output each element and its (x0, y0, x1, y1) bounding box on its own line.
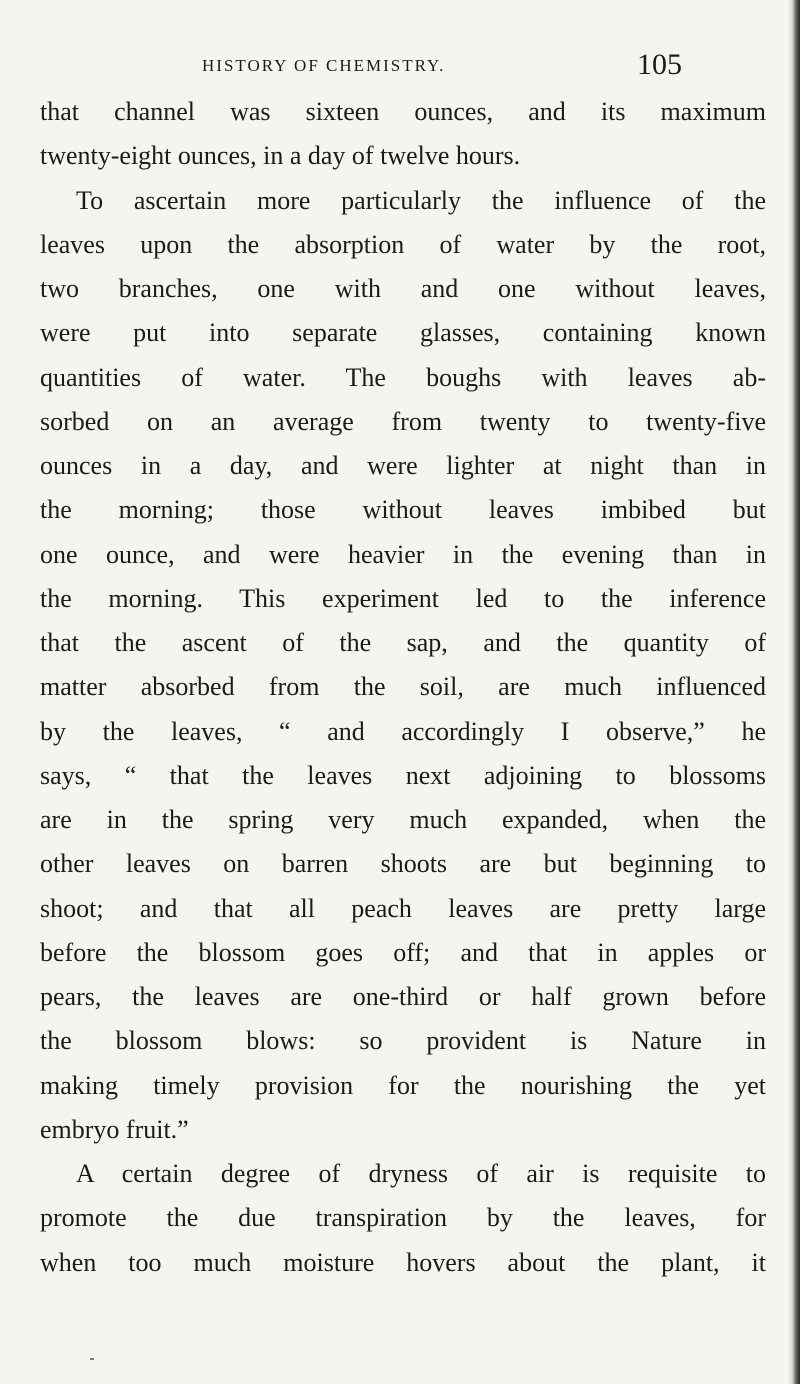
text-line: one ounce, and were heavier in the evening than in (40, 539, 766, 569)
text-line: other leaves on barren shoots are but beginning to (40, 849, 766, 879)
ink-speck (90, 1358, 94, 1360)
text-line: leaves upon the absorption of water by the root, (40, 229, 766, 259)
text-line: promote the due transpiration by the leaves, for (40, 1203, 766, 1233)
binding-edge (788, 0, 800, 1384)
text-line: the morning. This experiment led to the inference (40, 583, 766, 613)
running-title: HISTORY OF CHEMISTRY. (202, 56, 446, 75)
text-line: when too much moisture hovers about the plant, it (40, 1247, 766, 1277)
text-line: ounces in a day, and were lighter at night than in (40, 451, 766, 480)
running-head (0, 48, 800, 84)
text-line: sorbed on an average from twenty to twenty-five (40, 406, 766, 436)
text-line: quantities of water. The boughs with leaves ab- (40, 362, 766, 392)
text-line: by the leaves, “ and accordingly I observe,” he (40, 716, 766, 746)
text-line: matter absorbed from the soil, are much influenced (40, 672, 766, 702)
text-line: before the blossom goes off; and that in apples or (40, 937, 766, 967)
text-line: the morning; those without leaves imbibed but (40, 495, 766, 525)
text-line: says, “ that the leaves next adjoining to blossoms (40, 760, 766, 790)
body-text (40, 90, 766, 1285)
text-line: that the ascent of the sap, and the quantity of (40, 628, 766, 657)
text-line: pears, the leaves are one-third or half grown before (40, 982, 766, 1011)
text-line: were put into separate glasses, containing known (40, 318, 766, 348)
text-line: To ascertain more particularly the influence of the (76, 185, 766, 215)
text-line: making timely provision for the nourishing the yet (40, 1070, 766, 1100)
text-line: the blossom blows: so provident is Nature in (40, 1026, 766, 1056)
text-line: A certain degree of dryness of air is requisite to (76, 1159, 766, 1188)
text-line: twenty-eight ounces, in a day of twelve hours. (40, 141, 521, 171)
text-line: shoot; and that all peach leaves are pretty large (40, 893, 766, 923)
text-line: two branches, one with and one without leaves, (40, 274, 766, 303)
text-line: that channel was sixteen ounces, and its maximum (40, 97, 766, 126)
page-number: 105 (637, 48, 682, 81)
text-line: are in the spring very much expanded, when the (40, 805, 766, 834)
text-line: embryo fruit.” (40, 1114, 189, 1144)
